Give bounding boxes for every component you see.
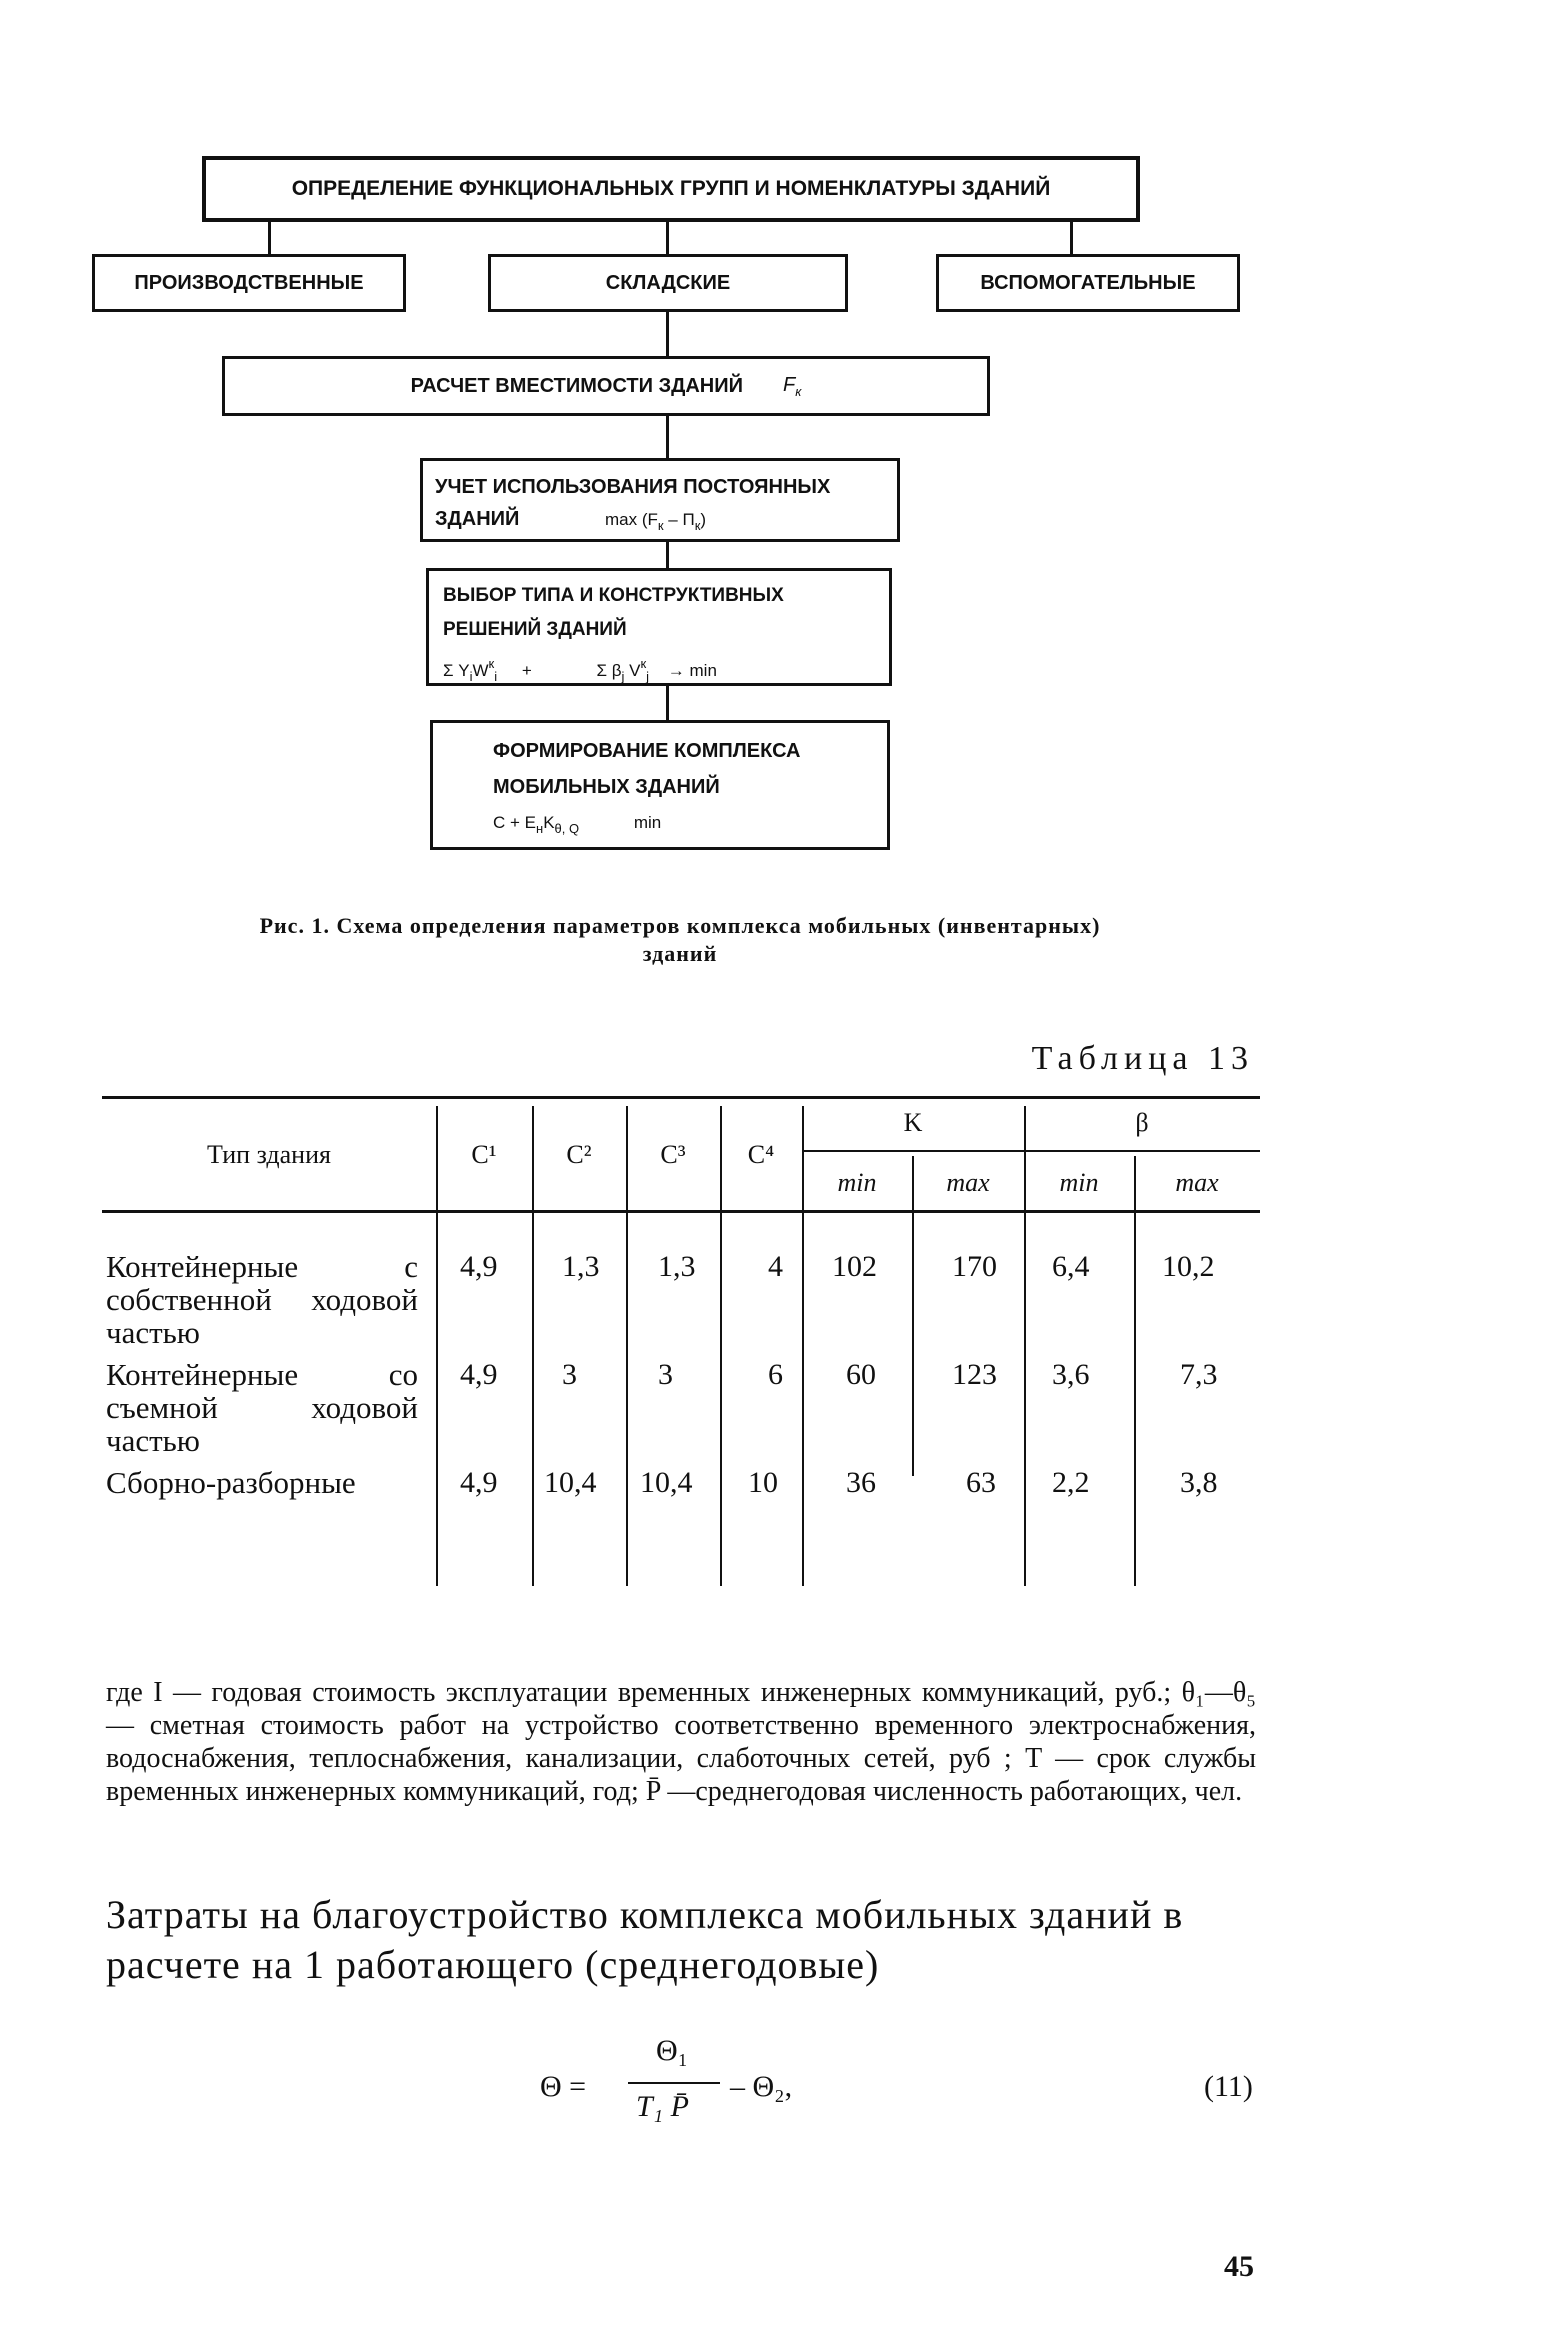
- table-cell: 123: [952, 1358, 997, 1391]
- header-c1: C¹: [471, 1140, 497, 1169]
- group-auxiliary-label: ВСПОМОГАТЕЛЬНЫЕ: [980, 271, 1196, 294]
- choice-box: [426, 568, 892, 686]
- table-cell: 6: [768, 1358, 783, 1391]
- header-beta-min: min: [1059, 1168, 1099, 1197]
- capacity-symbol: $F_к$: [782, 373, 802, 399]
- usage-line2: ЗДАНИЙ $\max (F_к - П_к)$: [435, 508, 707, 533]
- capacity-label: РАСЧЕТ ВМЕСТИМОСТИ ЗДАНИЙ: [410, 374, 743, 397]
- connector: [666, 416, 669, 458]
- table-col-sep: [720, 1106, 722, 1586]
- table-cell: 102: [832, 1250, 877, 1283]
- complex-formula: $C + E_нK_{\theta, Q}$ min: [493, 813, 662, 836]
- choice-formula: Σ $Y_iW^к_i + \Sigma$ $\beta_j$ $V^к_j \to \min$: [443, 656, 717, 684]
- header-beta: β: [1135, 1108, 1149, 1137]
- table-cell: 3: [658, 1358, 673, 1391]
- table-title: Таблица 13: [1031, 1040, 1254, 1077]
- connector: [268, 222, 271, 254]
- table-rule-mid: [802, 1150, 1260, 1152]
- choice-line1: ВЫБОР ТИПА И КОНСТРУКТИВНЫХ: [443, 585, 784, 606]
- table-cell: 2,2: [1052, 1466, 1090, 1499]
- capacity-box: [222, 356, 990, 416]
- group-storage-box: [488, 254, 848, 312]
- table-col-sep: [532, 1106, 534, 1586]
- usage-line1: УЧЕТ ИСПОЛЬЗОВАНИЯ ПОСТОЯННЫХ: [435, 476, 831, 498]
- connector: [1070, 222, 1073, 254]
- table-row-name: Контейнерные с собственной ходовой частью: [106, 1249, 418, 1350]
- table-cell: 10: [748, 1466, 778, 1499]
- header-beta-max: max: [1175, 1168, 1219, 1197]
- table-cell: 6,4: [1052, 1250, 1090, 1283]
- table-cell: 63: [966, 1466, 996, 1499]
- table-cell: 10,4: [640, 1466, 693, 1499]
- table-cell: 36: [846, 1466, 876, 1499]
- table-cell: 3,8: [1180, 1466, 1218, 1499]
- group-production-box: [92, 254, 406, 312]
- fraction-bar: [628, 2082, 720, 2084]
- connector: [666, 222, 669, 254]
- complex-line2: МОБИЛЬНЫХ ЗДАНИЙ: [493, 776, 720, 798]
- heading-paragraph: Затраты на благоустройство комплекса мобильных зданий в расчете на 1 работающего (среднегодовые): [106, 1892, 1184, 1987]
- table-rule-header: [102, 1210, 1260, 1213]
- group-auxiliary-box: [936, 254, 1240, 312]
- usage-formula: $\max (F_к - П_к)$: [604, 510, 707, 533]
- table-cell: 3,6: [1052, 1358, 1090, 1391]
- formula-number: (11): [1204, 2070, 1253, 2103]
- connector: [666, 686, 669, 720]
- table-cell: 1,3: [562, 1250, 600, 1283]
- connector: [666, 542, 669, 568]
- table-rule-top: [102, 1096, 1260, 1099]
- flowchart-title: ОПРЕДЕЛЕНИЕ ФУНКЦИОНАЛЬНЫХ ГРУПП И НОМЕНКЛАТУРЫ ЗДАНИЙ: [291, 177, 1051, 200]
- definitions-paragraph: где I — годовая стоимость эксплуатации временных инженерных коммуникаций, руб.; θ₁—θ₅ — сметная стоимость работ на устройство соответственно временного электроснабжения, водоснабжения, теплоснабжения, канализации, слаботочных сетей, руб ; T — срок службы временных инженерных коммуникаций, год; P̄ —среднегодовая численность работающих, чел.: [106, 1677, 1256, 1807]
- table-cell: 4,9: [460, 1466, 498, 1499]
- usage-box: [420, 458, 900, 542]
- table-cell: 60: [846, 1358, 876, 1391]
- figure-caption: Рис. 1. Схема определения параметров комплекса мобильных (инвентарных) зданий: [259, 913, 1101, 966]
- flowchart-title-box: [202, 156, 1140, 222]
- table-cell: 1,3: [658, 1250, 696, 1283]
- table-cell: 4: [768, 1250, 783, 1283]
- connector: [666, 312, 669, 356]
- table-cell: 7,3: [1180, 1358, 1218, 1391]
- table-col-sep: [912, 1156, 914, 1476]
- page-number: 45: [1224, 2250, 1254, 2283]
- group-production-label: ПРОИЗВОДСТВЕННЫЕ: [134, 271, 364, 294]
- header-c2: C²: [566, 1140, 592, 1169]
- table-row-name: Сборно-разборные: [106, 1465, 356, 1500]
- table-row-name: Контейнерные со съемной ходовой частью: [106, 1357, 418, 1458]
- table-cell: 10,2: [1162, 1250, 1215, 1283]
- header-c4: C⁴: [747, 1140, 775, 1169]
- table-cell: 4,9: [460, 1358, 498, 1391]
- choice-line2: РЕШЕНИЙ ЗДАНИЙ: [443, 619, 627, 640]
- table-cell: 170: [952, 1250, 997, 1283]
- table-col-sep: [626, 1106, 628, 1586]
- table-col-sep: [436, 1106, 438, 1586]
- group-storage-label: СКЛАДСКИЕ: [605, 271, 731, 294]
- header-k-min: min: [837, 1168, 877, 1197]
- table-cell: 3: [562, 1358, 577, 1391]
- table-col-sep: [1134, 1156, 1136, 1586]
- header-k: K: [903, 1108, 923, 1137]
- table-cell: 10,4: [544, 1466, 597, 1499]
- header-type: Тип здания: [207, 1140, 331, 1169]
- header-c3: C³: [660, 1140, 686, 1169]
- table-cell: 4,9: [460, 1250, 498, 1283]
- complex-line1: ФОРМИРОВАНИЕ КОМПЛЕКСА: [493, 740, 801, 762]
- header-k-max: max: [946, 1168, 990, 1197]
- complex-box: [430, 720, 890, 850]
